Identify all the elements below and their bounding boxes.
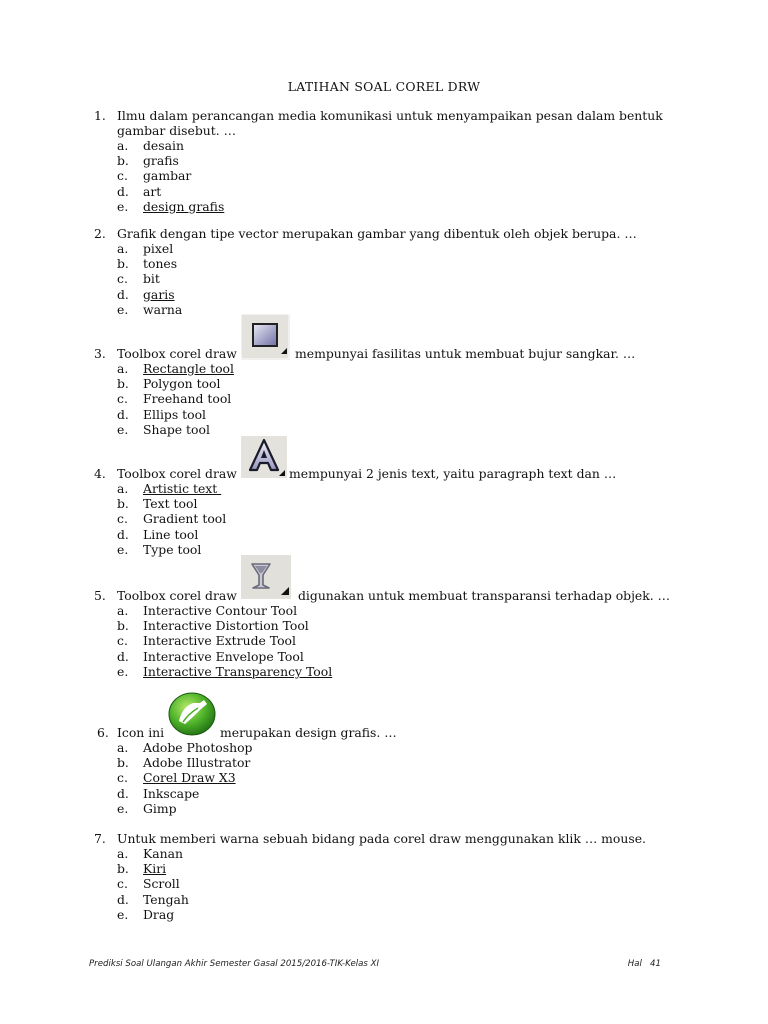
option-text: design grafis xyxy=(143,198,225,214)
option-d xyxy=(117,184,714,199)
option-text: Interactive Contour Tool xyxy=(143,603,298,618)
option-text: Shape tool xyxy=(143,421,210,437)
option-text: Interactive Extrude Tool xyxy=(143,633,296,649)
question-stem xyxy=(94,434,714,481)
option-text: desain xyxy=(143,138,184,153)
option-text: Tengah xyxy=(143,891,189,907)
option-c-answer xyxy=(117,770,714,785)
option-letter: d. xyxy=(117,891,129,907)
option-letter: c. xyxy=(117,633,128,649)
question-text: Untuk memberi warna sebuah bidang pada corel draw menggunakan klik … mouse. xyxy=(117,831,646,846)
option-e-answer xyxy=(117,199,714,214)
option-letter: a. xyxy=(117,603,129,618)
question-text: Grafik dengan tipe vector merupakan gambar yang dibentuk oleh objek berupa. … xyxy=(117,226,637,241)
option-letter: d. xyxy=(117,286,129,302)
option-text: Kiri xyxy=(143,861,167,877)
option-letter: c. xyxy=(117,511,128,527)
question-number: 3. xyxy=(94,346,106,361)
option-c xyxy=(117,633,714,648)
question-stem xyxy=(94,691,714,740)
option-b xyxy=(117,153,714,168)
option-e xyxy=(117,907,714,922)
option-list xyxy=(117,361,714,437)
option-text: Kanan xyxy=(143,846,183,861)
option-c xyxy=(117,876,714,891)
option-a xyxy=(117,241,714,256)
artistic-text-tool-icon xyxy=(241,436,287,481)
option-letter: e. xyxy=(117,301,129,317)
option-letter: b. xyxy=(117,496,129,512)
option-letter: b. xyxy=(117,256,129,272)
option-b xyxy=(117,618,714,633)
option-letter: c. xyxy=(117,168,128,184)
option-text: pixel xyxy=(143,241,174,256)
option-letter: d. xyxy=(117,648,129,664)
option-letter: c. xyxy=(117,271,128,287)
stem-before: Toolbox corel draw xyxy=(117,346,237,361)
option-text: Adobe Photoshop xyxy=(143,740,253,755)
option-text: Ellips tool xyxy=(143,406,207,422)
stem-before: Icon ini xyxy=(117,725,165,740)
option-letter: b. xyxy=(117,755,129,771)
option-letter: d. xyxy=(117,406,129,422)
option-letter: a. xyxy=(117,740,129,755)
option-d xyxy=(117,527,714,542)
option-text: bit xyxy=(143,271,160,287)
option-d xyxy=(117,649,714,664)
option-b xyxy=(117,256,714,271)
question-3 xyxy=(94,314,714,437)
option-text: garis xyxy=(143,286,175,302)
question-number: 1. xyxy=(94,108,106,123)
option-list xyxy=(117,241,714,317)
option-letter: d. xyxy=(117,526,129,542)
option-d xyxy=(117,786,714,801)
option-e xyxy=(117,801,714,816)
question-1 xyxy=(94,108,714,214)
option-d xyxy=(117,407,714,422)
option-a-answer xyxy=(117,481,714,496)
option-b xyxy=(117,496,714,511)
stem-after: mempunyai fasilitas untuk membuat bujur sangkar. … xyxy=(295,346,636,361)
option-text: Adobe Illustrator xyxy=(143,755,251,771)
option-letter: c. xyxy=(117,770,128,786)
stem-after: digunakan untuk membuat transparansi terhadap objek. … xyxy=(298,588,671,603)
option-letter: a. xyxy=(117,361,129,376)
question-stem xyxy=(94,314,714,361)
option-a xyxy=(117,603,714,618)
option-list xyxy=(117,603,714,679)
stem-after: mempunyai 2 jenis text, yaitu paragraph text dan … xyxy=(289,466,617,481)
option-text: Artistic text xyxy=(143,481,222,496)
option-d-answer xyxy=(117,287,714,302)
question-stem xyxy=(94,108,714,138)
option-c xyxy=(117,391,714,406)
option-text: Polygon tool xyxy=(143,376,221,392)
rectangle-tool-icon xyxy=(241,314,290,363)
question-number: 5. xyxy=(94,588,106,603)
option-letter: e. xyxy=(117,663,129,679)
option-list xyxy=(117,138,714,214)
option-text: Freehand tool xyxy=(143,391,232,407)
option-letter: c. xyxy=(117,391,128,407)
option-a xyxy=(117,138,714,153)
option-list xyxy=(117,481,714,557)
question-stem xyxy=(94,226,714,241)
question-number: 2. xyxy=(94,226,106,241)
option-letter: e. xyxy=(117,198,129,214)
option-d xyxy=(117,892,714,907)
question-number: 6. xyxy=(97,725,109,740)
option-letter: e. xyxy=(117,906,129,922)
option-text: Inkscape xyxy=(143,785,200,801)
footer-source-text: Prediksi Soal Ulangan Akhir Semester Gasal 2015/2016-TIK-Kelas XI xyxy=(89,959,380,969)
question-stem xyxy=(94,555,714,603)
option-b-answer xyxy=(117,861,714,876)
option-letter: b. xyxy=(117,618,129,634)
corel-draw-logo-icon xyxy=(167,691,217,740)
option-letter: d. xyxy=(117,183,129,199)
option-list xyxy=(117,846,714,922)
question-number: 4. xyxy=(94,466,106,481)
document-title: LATIHAN SOAL COREL DRW xyxy=(287,79,481,94)
question-4 xyxy=(94,434,714,557)
option-a-answer xyxy=(117,361,714,376)
option-list xyxy=(117,740,714,816)
option-letter: e. xyxy=(117,541,129,557)
option-c xyxy=(117,511,714,526)
option-text: Rectangle tool xyxy=(143,361,234,376)
option-text: art xyxy=(143,183,162,199)
page-number: Hal 41 xyxy=(627,959,661,969)
stem-before: Toolbox corel draw xyxy=(117,588,237,603)
option-e-answer xyxy=(117,664,714,679)
option-b xyxy=(117,755,714,770)
option-text: Line tool xyxy=(143,526,199,542)
option-text: Type tool xyxy=(143,541,202,557)
option-b xyxy=(117,376,714,391)
option-letter: d. xyxy=(117,785,129,801)
option-text: Scroll xyxy=(143,876,180,892)
option-text: Text tool xyxy=(143,496,198,512)
option-letter: a. xyxy=(117,846,129,861)
option-letter: a. xyxy=(117,138,129,153)
option-text: Interactive Envelope Tool xyxy=(143,648,304,664)
stem-after: merupakan design grafis. … xyxy=(220,725,397,740)
question-number: 7. xyxy=(94,831,106,846)
option-text: gambar xyxy=(143,168,192,184)
option-c xyxy=(117,271,714,286)
option-letter: b. xyxy=(117,153,129,169)
question-5 xyxy=(94,555,714,679)
option-letter: e. xyxy=(117,421,129,437)
question-7 xyxy=(94,831,714,922)
question-6 xyxy=(94,691,714,816)
option-text: warna xyxy=(143,301,183,317)
question-2 xyxy=(94,226,714,317)
option-c xyxy=(117,168,714,183)
option-text: tones xyxy=(143,256,178,272)
option-a xyxy=(117,740,714,755)
option-text: Gimp xyxy=(143,800,177,816)
question-stem xyxy=(94,831,714,846)
option-letter: b. xyxy=(117,861,129,877)
option-a xyxy=(117,846,714,861)
option-letter: a. xyxy=(117,481,129,496)
option-text: Corel Draw X3 xyxy=(143,770,236,786)
stem-before: Toolbox corel draw xyxy=(117,466,237,481)
interactive-transparency-tool-icon xyxy=(241,555,291,602)
option-text: Drag xyxy=(143,906,175,922)
option-letter: a. xyxy=(117,241,129,256)
option-letter: b. xyxy=(117,376,129,392)
option-letter: e. xyxy=(117,800,129,816)
question-text: Ilmu dalam perancangan media komunikasi untuk menyampaikan pesan dalam bentuk gambar disebut. … xyxy=(117,108,663,138)
option-letter: c. xyxy=(117,876,128,892)
option-text: Gradient tool xyxy=(143,511,227,527)
option-text: Interactive Transparency Tool xyxy=(143,663,333,679)
option-text: grafis xyxy=(143,153,179,169)
option-text: Interactive Distortion Tool xyxy=(143,618,309,634)
